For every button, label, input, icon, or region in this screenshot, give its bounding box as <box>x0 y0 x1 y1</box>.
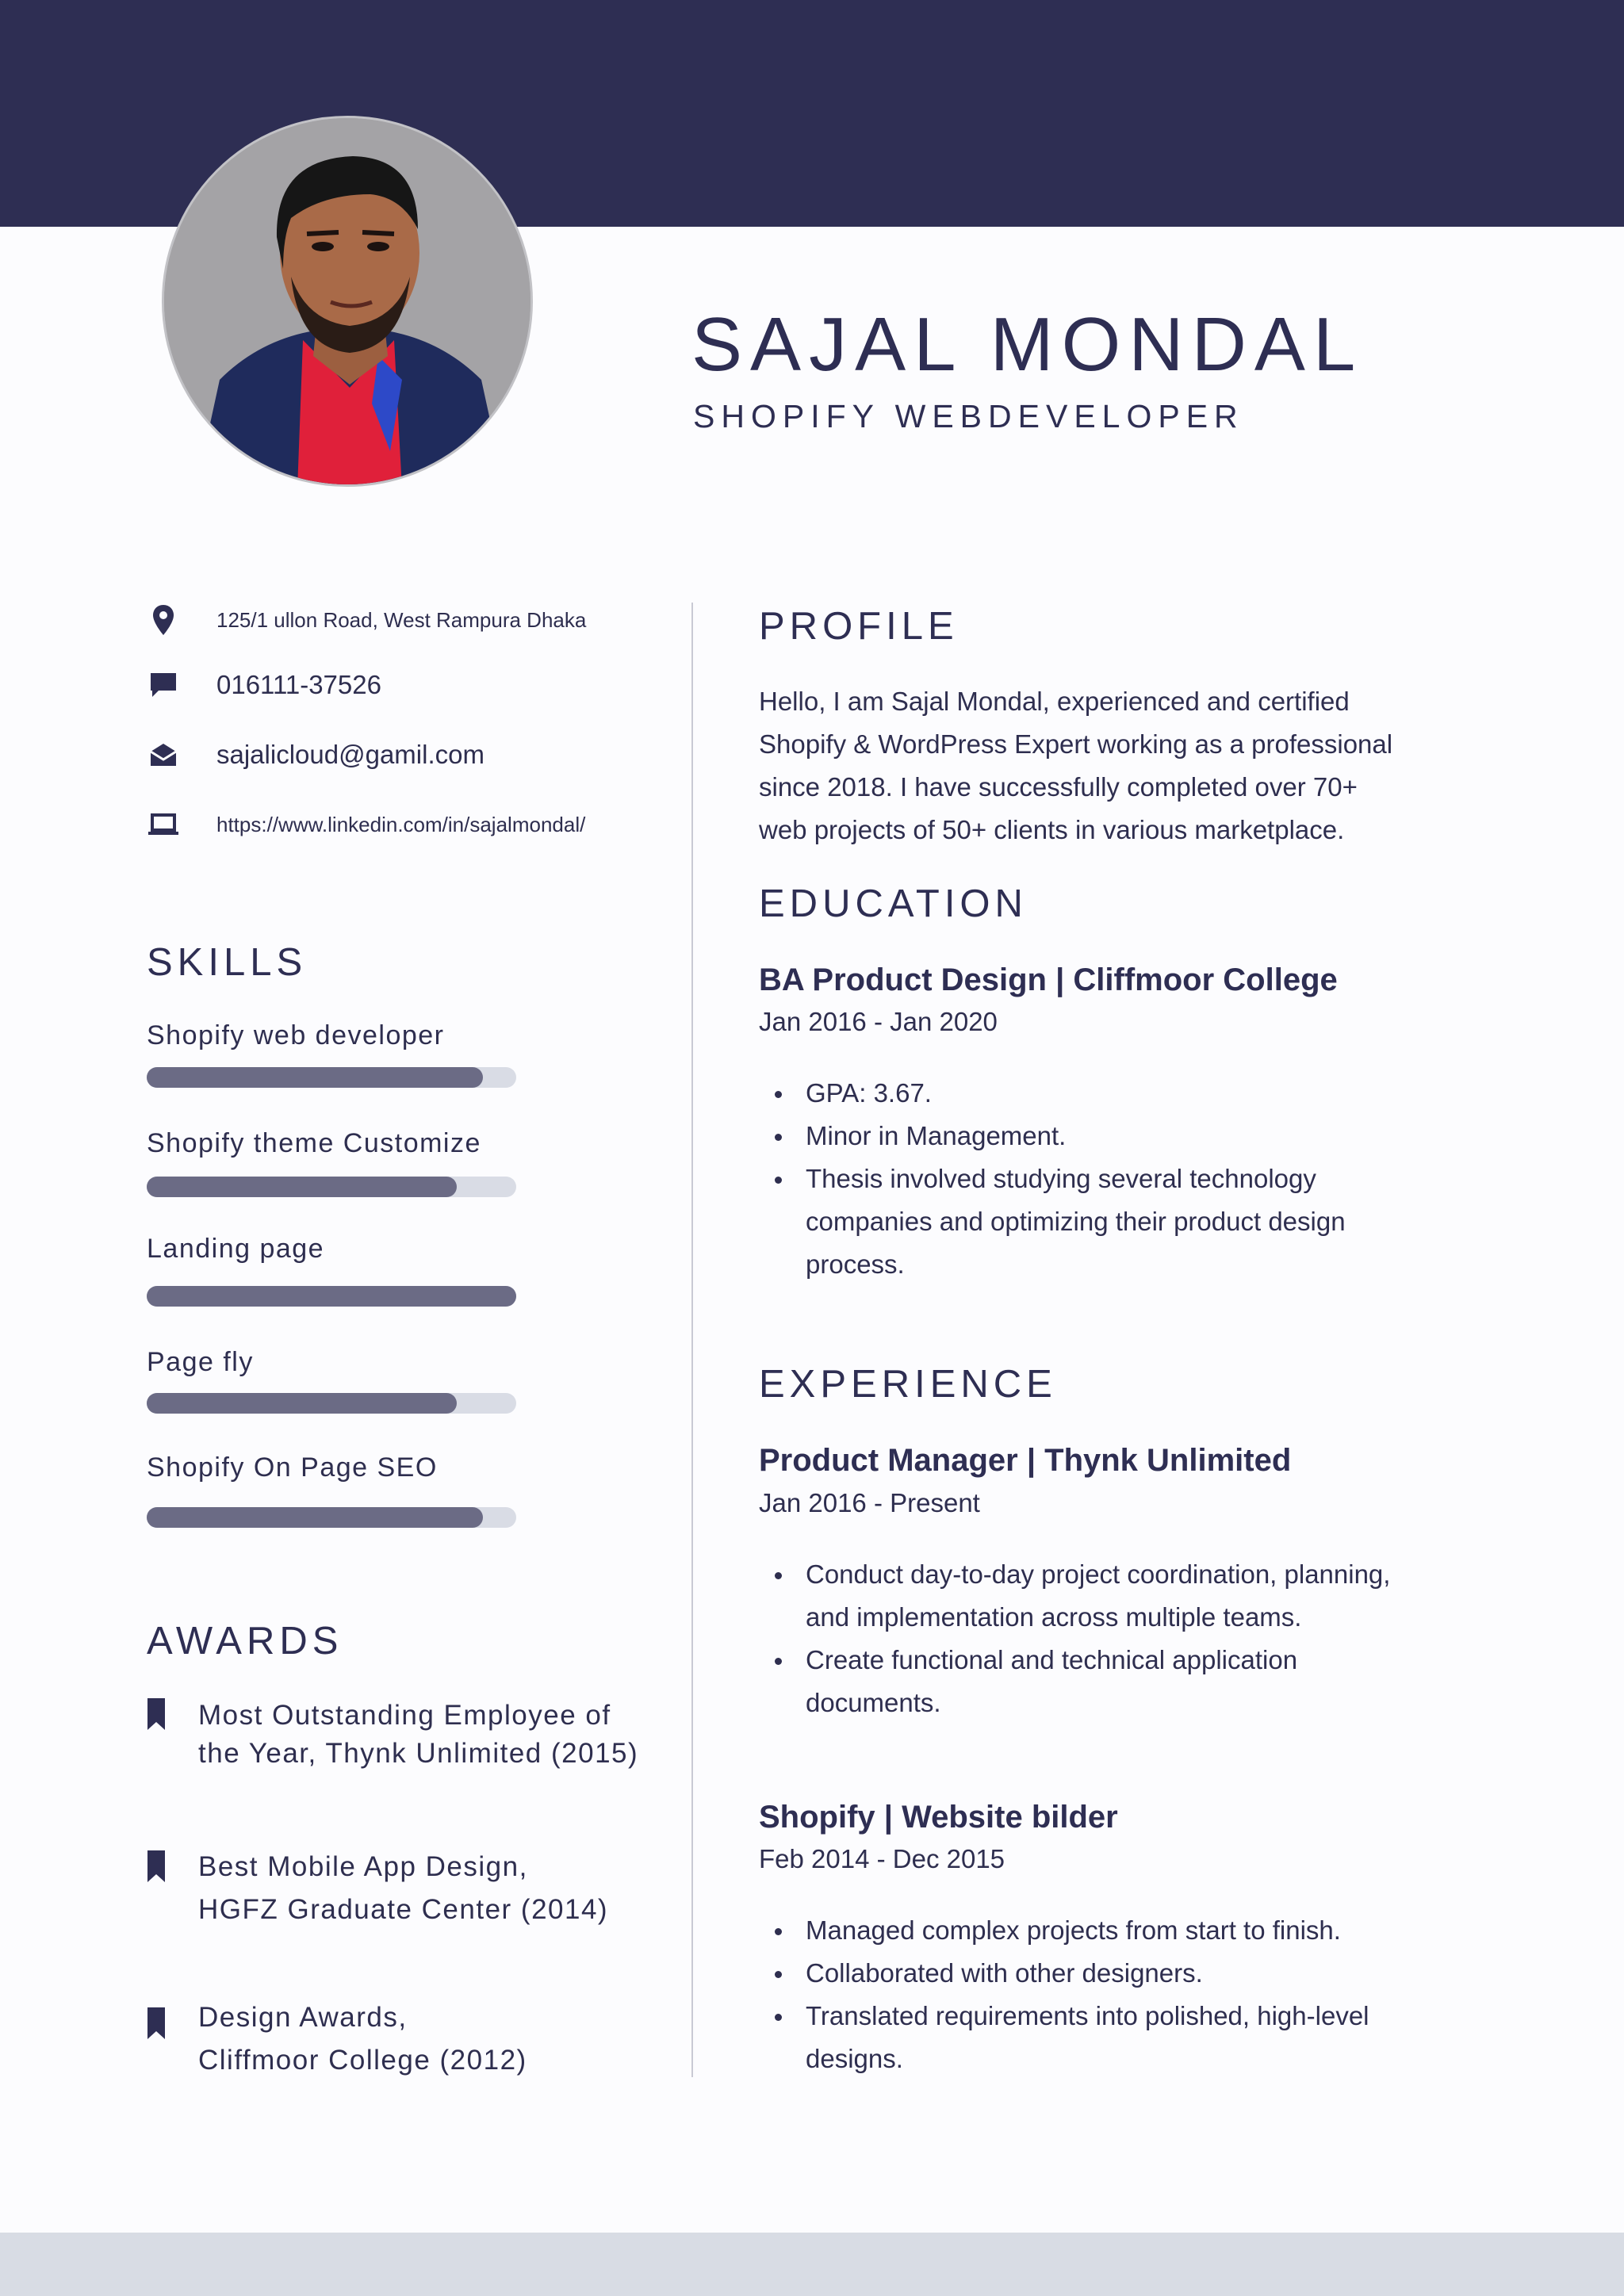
envelope-icon <box>146 737 181 772</box>
profile-paragraph <box>759 680 1457 851</box>
bullet-item <box>759 1909 1369 1952</box>
profile-line: Shopify & WordPress Expert working as a professional <box>759 729 1393 759</box>
bullet-item <box>759 1115 1346 1158</box>
portrait-illustration <box>164 118 533 487</box>
skill-label: Page fly <box>147 1347 254 1377</box>
address-text: 125/1 ullon Road, West Rampura Dhaka <box>216 607 587 632</box>
bullet-item <box>759 1639 1390 1724</box>
contact-address <box>146 596 587 644</box>
laptop-icon <box>146 807 181 842</box>
bullet-line: Minor in Management. <box>806 1121 1067 1150</box>
skill-bar-fill <box>147 1393 457 1414</box>
chat-icon <box>146 668 181 702</box>
skills-heading: SKILLS <box>147 941 308 984</box>
award-line: Best Mobile App Design, <box>198 1851 528 1882</box>
bullet-line: companies and optimizing their product design <box>806 1207 1346 1236</box>
skill-bar <box>147 1393 516 1414</box>
bullet-item <box>759 1072 1346 1115</box>
bullet-item <box>759 1158 1346 1286</box>
experience-title: Product Manager | Thynk Unlimited <box>759 1443 1292 1478</box>
education-bullets <box>759 1072 1346 1286</box>
contact-phone <box>146 661 381 709</box>
bullet-line: GPA: 3.67. <box>806 1078 932 1108</box>
experience-dates: Jan 2016 - Present <box>759 1488 980 1517</box>
bullet-line: designs. <box>806 2044 903 2073</box>
experience-bullets <box>759 1909 1369 2080</box>
experience-dates: Feb 2014 - Dec 2015 <box>759 1844 1005 1873</box>
profile-line: since 2018. I have successfully completed over 70+ <box>759 772 1358 802</box>
skill-bar <box>147 1507 516 1528</box>
award-line: HGFZ Graduate Center (2014) <box>198 1894 609 1925</box>
skill-label: Shopify web developer <box>147 1020 445 1050</box>
experience-title: Shopify | Website bilder <box>759 1800 1118 1835</box>
profile-heading: PROFILE <box>759 605 959 648</box>
map-pin-icon <box>146 603 181 637</box>
profile-line: web projects of 50+ clients in various marketplace. <box>759 815 1345 844</box>
bullet-line: Thesis involved studying several technology <box>806 1164 1316 1193</box>
skill-bar <box>147 1067 516 1088</box>
bullet-line: Managed complex projects from start to finish. <box>806 1915 1341 1945</box>
profile-line: Hello, I am Sajal Mondal, experienced and certified <box>759 687 1350 716</box>
education-dates: Jan 2016 - Jan 2020 <box>759 1007 998 1036</box>
award-line: Most Outstanding Employee of <box>198 1700 611 1731</box>
skill-label: Shopify On Page SEO <box>147 1452 438 1483</box>
profile-photo <box>162 116 533 487</box>
bullet-line: documents. <box>806 1688 941 1717</box>
phone-text: 016111-37526 <box>216 670 381 699</box>
awards-heading: AWARDS <box>147 1620 343 1663</box>
contact-email[interactable] <box>146 731 485 779</box>
bullet-item <box>759 1553 1390 1639</box>
bullet-item <box>759 1952 1369 1995</box>
footer-band <box>0 2233 1624 2296</box>
experience-heading: EXPERIENCE <box>759 1363 1057 1406</box>
email-link[interactable]: sajalicloud@gamil.com <box>216 740 485 769</box>
column-divider <box>691 603 693 2077</box>
contact-linkedin[interactable] <box>146 801 586 848</box>
bookmark-icon <box>147 2007 165 2039</box>
skill-bar-fill <box>147 1177 457 1197</box>
bullet-line: Conduct day-to-day project coordination, planning, <box>806 1559 1391 1589</box>
bullet-item <box>759 1995 1369 2080</box>
award-item <box>198 1697 638 1773</box>
award-line: the Year, Thynk Unlimited (2015) <box>198 1738 639 1769</box>
bullet-line: Translated requirements into polished, high-level <box>806 2001 1369 2030</box>
bookmark-icon <box>147 1850 165 1882</box>
candidate-name: SAJAL MONDAL <box>691 302 1364 387</box>
experience-bullets <box>759 1553 1390 1724</box>
candidate-role: SHOPIFY WEBDEVELOPER <box>693 398 1244 434</box>
education-title: BA Product Design | Cliffmoor College <box>759 962 1338 997</box>
award-line: Design Awards, <box>198 2002 408 2033</box>
education-heading: EDUCATION <box>759 882 1028 925</box>
award-line: Cliffmoor College (2012) <box>198 2045 527 2076</box>
skill-bar <box>147 1286 516 1307</box>
skill-bar-fill <box>147 1507 483 1528</box>
skill-bar-fill <box>147 1286 516 1307</box>
bullet-line: Collaborated with other designers. <box>806 1958 1203 1988</box>
bullet-line: and implementation across multiple teams. <box>806 1602 1302 1632</box>
award-item <box>198 1846 608 1931</box>
skill-label: Landing page <box>147 1234 325 1264</box>
award-item <box>198 1996 527 2082</box>
skill-bar-fill <box>147 1067 483 1088</box>
skill-label: Shopify theme Customize <box>147 1128 481 1158</box>
bookmark-icon <box>147 1698 165 1730</box>
skill-bar <box>147 1177 516 1197</box>
bullet-line: process. <box>806 1249 905 1279</box>
bullet-line: Create functional and technical application <box>806 1645 1298 1674</box>
linkedin-link[interactable]: https://www.linkedin.com/in/sajalmondal/ <box>216 812 586 836</box>
